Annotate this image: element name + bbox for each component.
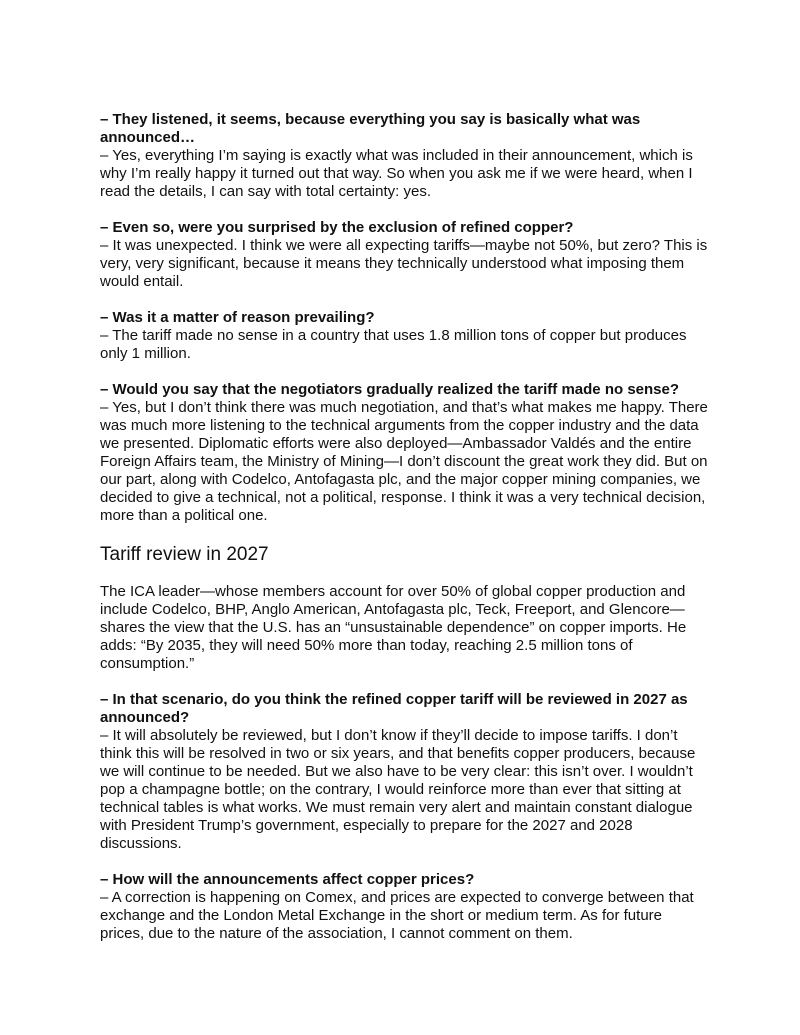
interview-answer: – The tariff made no sense in a country that uses 1.8 million tons of copper but produces only 1 million. [100,327,687,362]
interview-answer: – It was unexpected. I think we were all expecting tariffs—maybe not 50%, but zero? This is very, very significant, because it means they technically understood what imposing them would entail. [100,237,708,290]
section-paragraph: The ICA leader—whose members account for over 50% of global copper production and include Codelco, BHP, Anglo American, Antofagasta plc, Teck, Freeport, and Glencore—shares the view that the U.S. has an “unsustainable dependence” on copper imports. He adds: “By 2035, they will need 50% more than today, reaching 2.5 million tons of consumption.” [100,583,687,672]
interview-question: – They listened, it seems, because everything you say is basically what was announced… [100,111,641,146]
interview-answer: – Yes, but I don’t think there was much negotiation, and that’s what makes me happy. There was much more listening to the technical arguments from the copper industry and the data we presented. Diplomatic efforts were also deployed—Ambassador Valdés and the entire Foreign Affairs team, the Ministry of Mining—I don’t discount the great work they did. But on our part, along with Codelco, Antofagasta plc, and the major copper mining companies, we decided to give a technical, not a political, response. I think it was a very technical decision, more than a political one. [100,399,708,524]
document-page [100,111,710,961]
qa-block [100,691,710,853]
interview-question: – Was it a matter of reason prevailing? [100,309,375,326]
interview-question: – Would you say that the negotiators gradually realized the tariff made no sense? [100,381,680,398]
interview-answer: – Yes, everything I’m saying is exactly what was included in their announcement, which is why I’m really happy it turned out that way. So when you ask me if we were heard, when I read the details, I can say with total certainty: yes. [100,147,693,200]
qa-block [100,309,710,363]
interview-answer: – It will absolutely be reviewed, but I don’t know if they’ll decide to impose tariffs. I don’t think this will be resolved in two or six years, and that benefits copper producers, because we will continue to be needed. But we also have to be very clear: this isn’t over. I wouldn’t pop a champagne bottle; on the contrary, I would reinforce more than ever that sitting at technical tables is what works. We must remain very alert and maintain constant dialogue with President Trump’s government, especially to prepare for the 2027 and 2028 discussions. [100,727,696,852]
qa-block [100,871,710,943]
qa-block [100,111,710,201]
interview-question: – Even so, were you surprised by the exclusion of refined copper? [100,219,574,236]
interview-question: – How will the announcements affect copper prices? [100,871,475,888]
interview-answer: – A correction is happening on Comex, and prices are expected to converge between that exchange and the London Metal Exchange in the short or medium term. As for future prices, due to the nature of the association, I cannot comment on them. [100,889,694,942]
qa-block [100,381,710,525]
interview-question: – In that scenario, do you think the refined copper tariff will be reviewed in 2027 as announced? [100,691,688,726]
qa-block [100,219,710,291]
section-heading: Tariff review in 2027 [100,544,269,565]
